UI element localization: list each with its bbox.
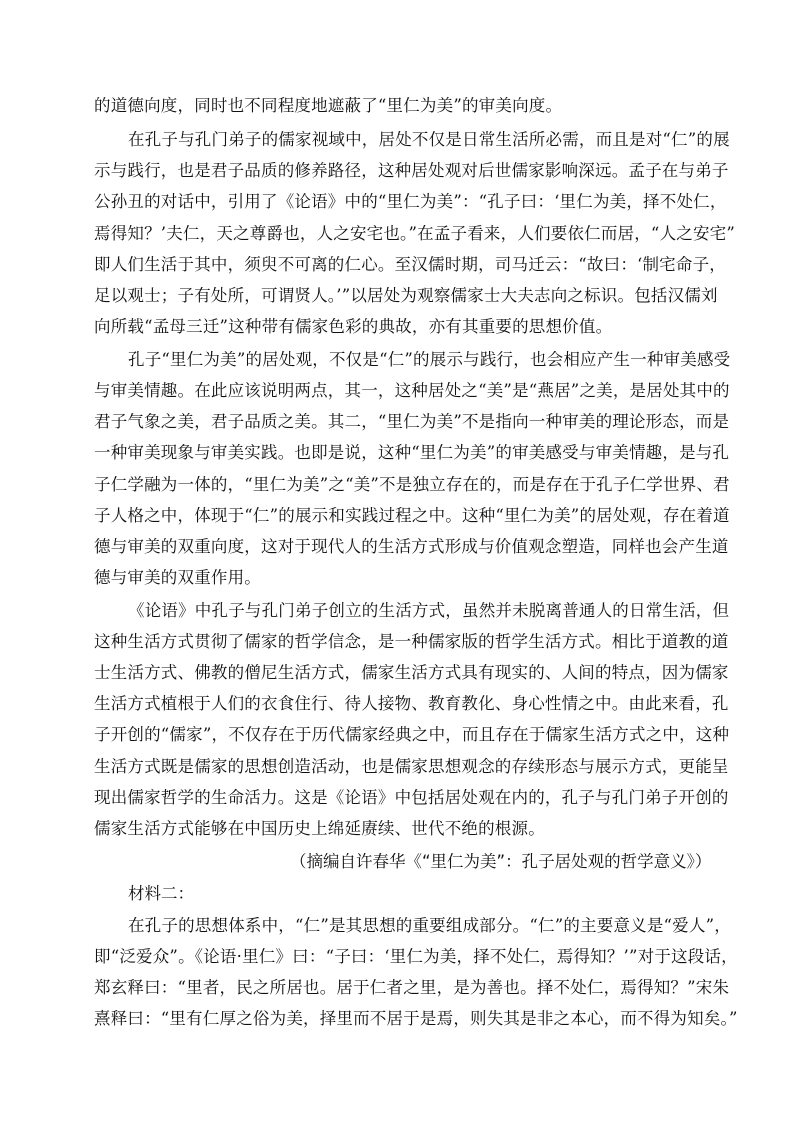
paragraph-line: 现出儒家哲学的生命活力。这是《论语》中包括居处观在内的，孔子与孔门弟子开创的 <box>94 788 729 807</box>
paragraph-line: 即人们生活于其中，须臾不可离的仁心。至汉儒时期，司马迁云：“故曰：‘制宅命子， <box>94 255 726 274</box>
paragraph-line: 郑玄释曰：“里者，民之所居也。居于仁者之里，是为善也。择不处仁，焉得知？”宋朱 <box>94 978 730 997</box>
paragraph-line: 即“泛爱众”。《论语·里仁》曰：“子曰：‘里仁为美，择不处仁，焉得知？’”对于这段话， <box>94 947 738 966</box>
paragraph-line: 君子气象之美，君子品质之美。其二，“里仁为美”不是指向一种审美的理论形态，而是 <box>94 412 730 431</box>
paragraph-line: 士生活方式、佛教的僧尼生活方式，儒家生活方式具有现实的、人间的特点，因为儒家 <box>94 663 729 682</box>
paragraph-line: 这种生活方式贯彻了儒家的哲学信念，是一种儒家版的哲学生活方式。相比于道教的道 <box>94 632 729 651</box>
paragraph-line: 在孔子的思想体系中，“仁”是其思想的重要组成部分。“仁”的主要意义是“爱人”， <box>128 916 731 935</box>
paragraph-line: 的道德向度，同时也不同程度地遮蔽了“里仁为美”的审美向度。 <box>94 96 563 115</box>
paragraph-line: 生活方式植根于人们的衣食住行、待人接物、教育教化、身心性情之中。由此来看，孔 <box>94 694 729 713</box>
paragraph-line: 一种审美现象与审美实践。也即是说，这种“里仁为美”的审美感受与审美情趣，是与孔 <box>94 443 730 462</box>
citation: （摘编自许春华《“里仁为美”：孔子居处观的哲学意义》） <box>290 852 712 871</box>
paragraph-line: 子人格之中，体现于“仁”的展示和实践过程之中。这种“里仁为美”的居处观，存在着道 <box>94 506 730 525</box>
paragraph-line: 在孔子与孔门弟子的儒家视域中，居处不仅是日常生活所必需，而且是对“仁”的展 <box>128 130 730 149</box>
paragraph-line: 焉得知？’夫仁，天之尊爵也，人之安宅也。”在孟子看来，人们要依仁而居，“人之安宅” <box>94 224 736 243</box>
paragraph-line: 生活方式既是儒家的思想创造活动，也是儒家思想观念的存续形态与展示方式，更能呈 <box>94 757 729 776</box>
paragraph-line: 公孙丑的对话中，引用了《论语》中的“里仁为美”：“孔子曰：‘里仁为美，择不处仁， <box>94 192 727 211</box>
paragraph-line: 《论语》中孔子与孔门弟子创立的生活方式，虽然并未脱离普通人的日常生活，但 <box>128 601 730 620</box>
paragraph-line: 儒家生活方式能够在中国历史上绵延赓续、世代不绝的根源。 <box>94 819 545 838</box>
paragraph-line: 与审美情趣。在此应该说明两点，其一，这种居处之“美”是“燕居”之美，是居处其中的 <box>94 381 730 400</box>
paragraph-line: 德与审美的双重向度，这对于现代人的生活方式形成与价值观念塑造，同样也会产生道 <box>94 537 729 556</box>
paragraph-line: 熹释曰：“里有仁厚之俗为美，择里而不居于是焉，则失其是非之本心，而不得为知矣。” <box>94 1009 738 1028</box>
section-heading: 材料二： <box>128 884 194 903</box>
paragraph-line: 子仁学融为一体的，“里仁为美”之“美”不是独立存在的，而是存在于孔子仁学世界、君 <box>94 475 730 494</box>
paragraph-line: 向所载“孟母三迁”这种带有儒家色彩的典故，亦有其重要的思想价值。 <box>94 317 613 336</box>
paragraph-line: 德与审美的双重作用。 <box>94 568 261 587</box>
paragraph-line: 示与践行，也是君子品质的修养路径，这种居处观对后世儒家影响深远。孟子在与弟子 <box>94 161 729 180</box>
paragraph-line: 足以观士；子有处所，可谓贤人。’”以居处为观察儒家士大夫志向之标识。包括汉儒刘 <box>94 286 718 305</box>
paragraph-line: 子开创的“儒家”，不仅存在于历代儒家经典之中，而且存在于儒家生活方式之中，这种 <box>94 725 730 744</box>
paragraph-line: 孔子“里仁为美”的居处观，不仅是“仁”的展示与践行，也会相应产生一种审美感受 <box>128 350 731 369</box>
